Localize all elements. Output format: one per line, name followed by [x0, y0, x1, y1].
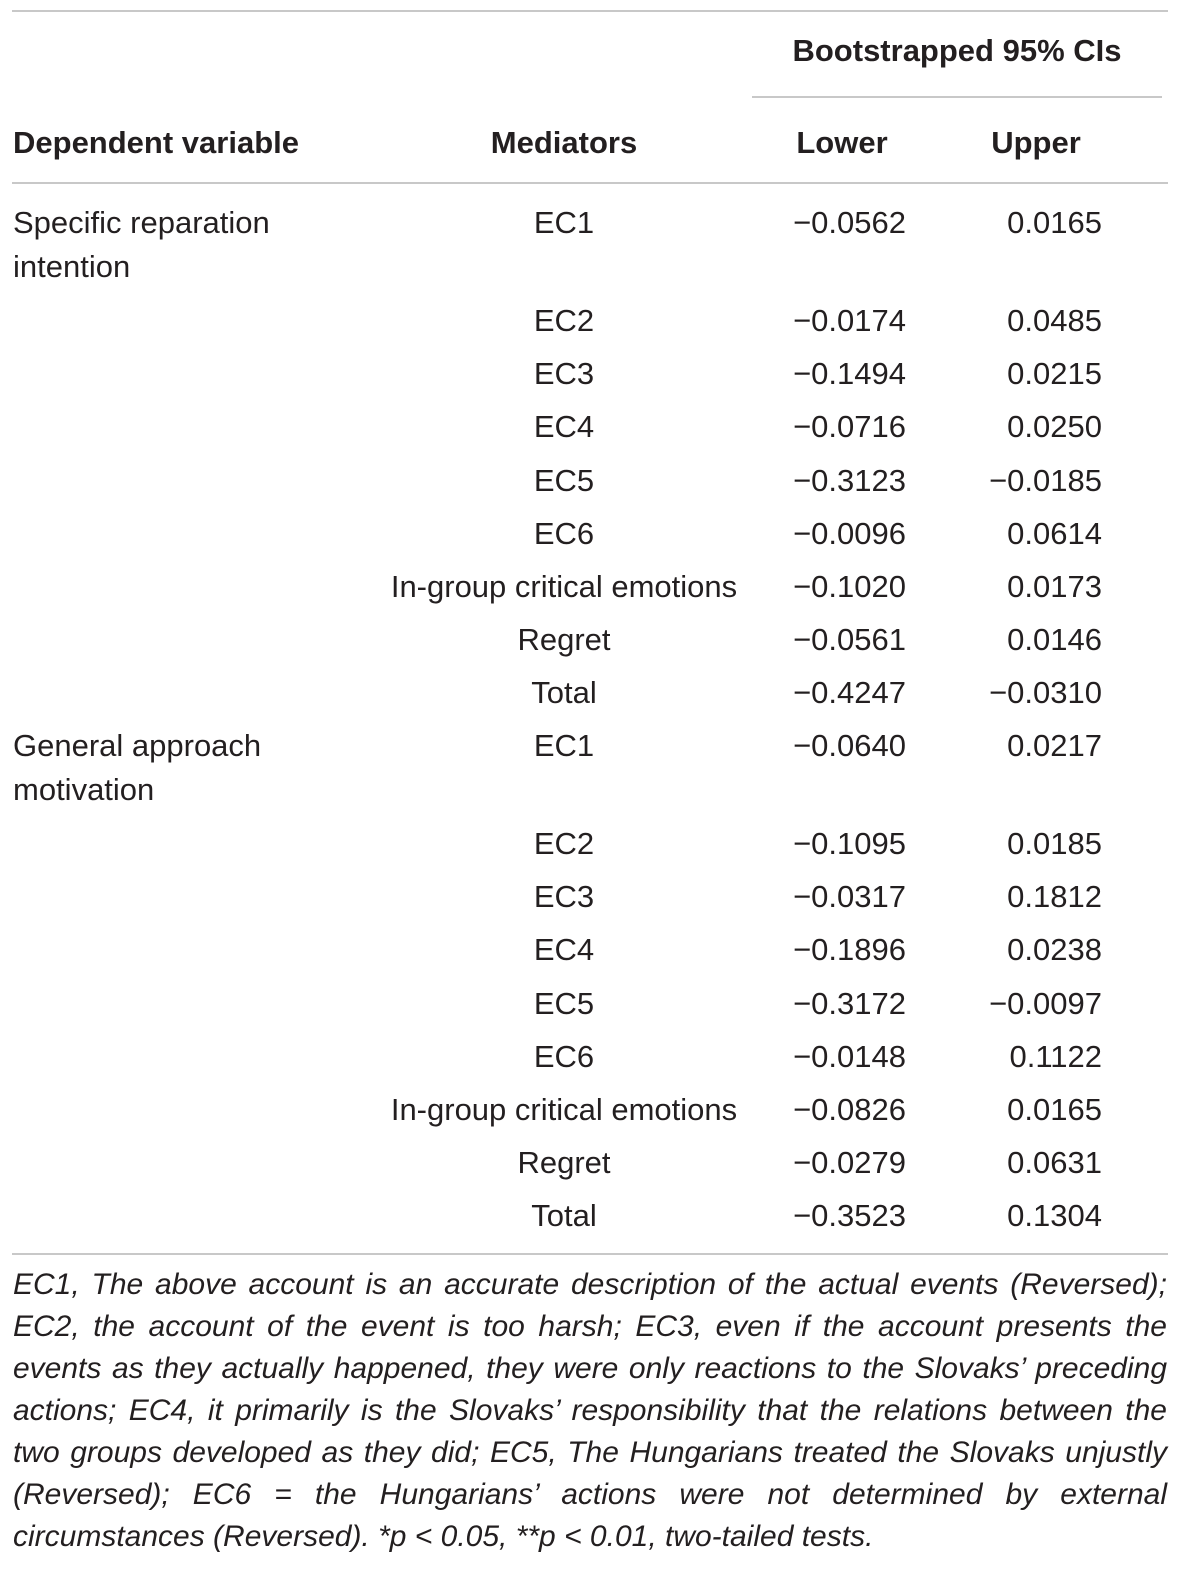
mediator-cell: EC4: [533, 932, 595, 967]
mediator-cell: EC6: [533, 516, 595, 551]
col-header-upper: Upper: [991, 125, 1081, 160]
mediator-cell: Regret: [517, 622, 611, 657]
upper-ci-cell: 0.0165: [1007, 205, 1102, 240]
mediator-cell: Total: [531, 675, 597, 710]
mediator-cell: EC5: [533, 986, 595, 1021]
mediator-cell: EC6: [533, 1039, 595, 1074]
col-header-dependent-variable: Dependent variable: [13, 125, 299, 160]
lower-ci-cell: −0.1020: [793, 569, 906, 604]
dependent-variable-label: Specific reparation intention: [13, 205, 270, 284]
upper-ci-cell: 0.0631: [1007, 1145, 1102, 1180]
lower-ci-cell: −0.1494: [793, 356, 906, 391]
upper-ci-cell: 0.0146: [1007, 622, 1102, 657]
spanner-rule: [752, 96, 1162, 98]
table-footnote: EC1, The above account is an accurate description of the actual events (Reversed); EC2, the account of the event is too harsh; EC3, even if the account presents the events as they actually happened, they were only reactions to the Slovaks’ preceding actions; EC4, it primarily is the Slovaks’ responsibility that the relations between the two groups developed as they did; EC5, The Hungarians treated the Slovaks unjustly (Reversed); EC6 = the Hungarians’ actions were not determined by external circumstances (Reversed). *p < 0.05, **p < 0.01, two-tailed tests.: [13, 1268, 1167, 1553]
lower-ci-cell: −0.0279: [793, 1145, 906, 1180]
lower-ci-cell: −0.0562: [793, 205, 906, 240]
mediator-cell: EC5: [533, 463, 595, 498]
dependent-variable-label: General approach motivation: [13, 728, 262, 807]
mediator-cell: EC3: [533, 356, 595, 391]
upper-ci-cell: −0.0097: [989, 986, 1102, 1021]
upper-ci-cell: 0.1812: [1007, 879, 1102, 914]
lower-ci-cell: −0.0317: [793, 879, 906, 914]
upper-ci-cell: 0.0185: [1007, 826, 1102, 861]
col-header-lower: Lower: [796, 125, 888, 160]
mediator-cell: EC3: [533, 879, 595, 914]
lower-ci-cell: −0.0148: [793, 1039, 906, 1074]
mediator-cell: In-group critical emotions: [390, 569, 738, 604]
mediator-cell: EC1: [533, 205, 595, 240]
mediator-cell: EC2: [533, 303, 595, 338]
mediator-cell: EC1: [533, 728, 595, 763]
mediator-cell: In-group critical emotions: [390, 1092, 738, 1127]
upper-ci-cell: 0.1122: [1009, 1039, 1102, 1074]
upper-ci-cell: 0.0485: [1007, 303, 1102, 338]
upper-ci-cell: 0.0250: [1007, 409, 1102, 444]
lower-ci-cell: −0.0716: [793, 409, 906, 444]
mediator-cell: Total: [531, 1198, 597, 1233]
upper-ci-cell: 0.1304: [1007, 1198, 1102, 1233]
bottom-rule: [12, 1253, 1168, 1255]
mediator-cell: Regret: [517, 1145, 611, 1180]
lower-ci-cell: −0.0640: [793, 728, 906, 763]
upper-ci-cell: 0.0614: [1007, 516, 1102, 551]
upper-ci-cell: −0.0185: [989, 463, 1102, 498]
upper-ci-cell: 0.0238: [1007, 932, 1102, 967]
upper-ci-cell: 0.0165: [1007, 1092, 1102, 1127]
lower-ci-cell: −0.0096: [793, 516, 906, 551]
mediator-cell: EC4: [533, 409, 595, 444]
upper-ci-cell: −0.0310: [989, 675, 1102, 710]
lower-ci-cell: −0.3123: [793, 463, 906, 498]
lower-ci-cell: −0.4247: [793, 675, 906, 710]
upper-ci-cell: 0.0173: [1007, 569, 1102, 604]
lower-ci-cell: −0.0826: [793, 1092, 906, 1127]
col-header-mediators: Mediators: [490, 125, 638, 160]
top-rule: [12, 10, 1168, 12]
lower-ci-cell: −0.1095: [793, 826, 906, 861]
upper-ci-cell: 0.0217: [1007, 728, 1102, 763]
header-rule: [12, 182, 1168, 184]
lower-ci-cell: −0.0561: [793, 622, 906, 657]
lower-ci-cell: −0.3523: [793, 1198, 906, 1233]
spanner-header: Bootstrapped 95% CIs: [792, 33, 1122, 68]
lower-ci-cell: −0.1896: [793, 932, 906, 967]
lower-ci-cell: −0.0174: [793, 303, 906, 338]
lower-ci-cell: −0.3172: [793, 986, 906, 1021]
mediator-cell: EC2: [533, 826, 595, 861]
upper-ci-cell: 0.0215: [1007, 356, 1102, 391]
